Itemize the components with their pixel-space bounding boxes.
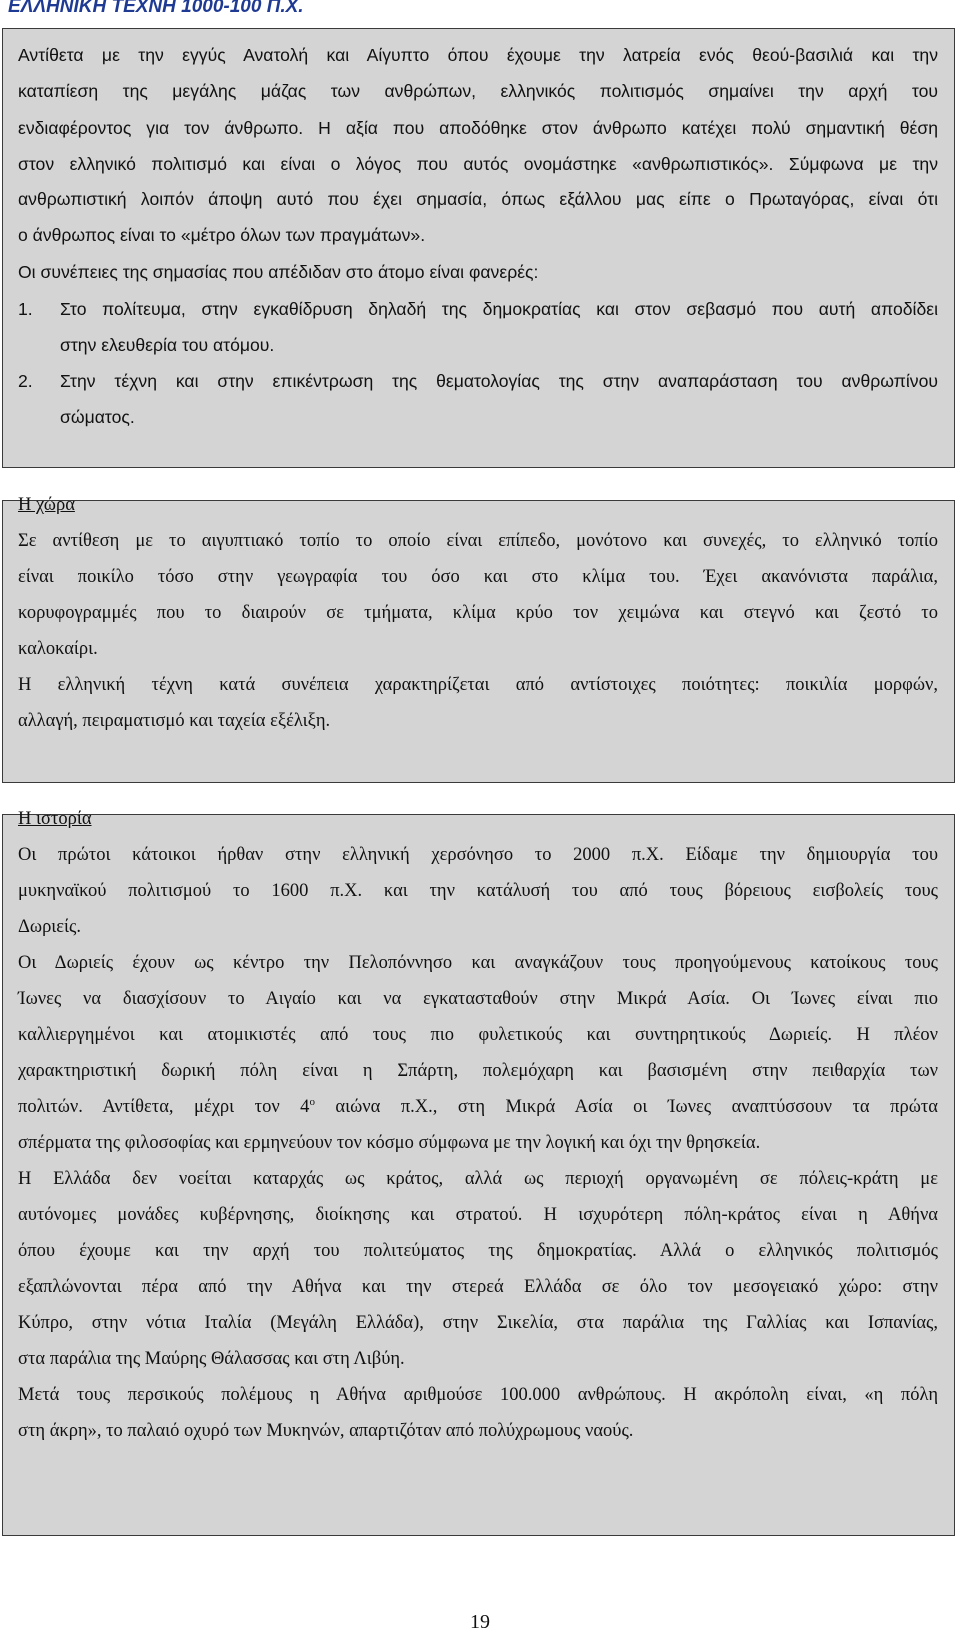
land-line: κορυφογραμμές που το διαιρούν σε τμήματα, κλίμα κρύο τον χειμώνα και στεγνό και ζεστό το <box>18 603 938 623</box>
section-heading-history: Η ιστορία <box>18 809 92 829</box>
history-line: μυκηναϊκού πολιτισμού το 1600 π.Χ. και την κατάλυσή του από τους βόρειους εισβολείς τους <box>18 881 938 901</box>
history-line: χαρακτηριστική δωρική πόλη είναι η Σπάρτη, πολεμόχαρη και βασισμένη στην πειθαρχία των <box>18 1061 938 1081</box>
list-number: 2. <box>18 371 33 391</box>
land-box <box>2 495 955 783</box>
superscript: ο <box>309 1095 315 1108</box>
history-line: Κύπρο, στην νότια Ιταλία (Μεγάλη Ελλάδα), στην Σικελία, στα παράλια της Γαλλίας και Ισπανίας, <box>18 1313 938 1333</box>
land-line: είναι ποικίλο τόσο στην γεωγραφία του όσο και στο κλίμα του. Έχει ακανόνιστα παράλια, <box>18 567 938 587</box>
section-heading-land: Η χώρα <box>18 495 75 515</box>
list-number: 1. <box>18 299 33 319</box>
intro-line: καταπίεση της μεγάλης μάζας των ανθρώπων, ελληνικός πολιτισμός σημαίνει την αρχή του <box>18 81 938 101</box>
list-item-text: Στο πολίτευμα, στην εγκαθίδρυση δηλαδή της δημοκρατίας και στον σεβασμό που αυτή αποδίδει <box>60 299 938 319</box>
intro-line: στον ελληνικό πολιτισμό και είναι ο λόγος που αυτός ονομάστηκε «ανθρωπιστικός». Σύμφωνα με την <box>18 154 938 174</box>
history-line: αυτόνομες μονάδες κυβέρνησης, διοίκησης και στρατού. Η ισχυρότερη πόλη-κράτος είναι η Αθήνα <box>18 1205 938 1225</box>
history-line: Οι Δωριείς έχουν ως κέντρο την Πελοπόννησο και αναγκάζουν τους προηγούμενους κατοίκους τους <box>18 953 938 973</box>
land-line: Η ελληνική τέχνη κατά συνέπεια χαρακτηρίζεται από αντίστοιχες ποιότητες: ποικιλία μορφών, <box>18 675 938 695</box>
history-line: καλλιεργημένοι και ατομικιστές από τους πιο φυλετικούς και συντηρητικούς Δωριείς. Η πλέον <box>18 1025 938 1045</box>
list-item-continuation: σώματος. <box>60 407 135 427</box>
land-line: Σε αντίθεση με το αιγυπτιακό τοπίο το οποίο είναι επίπεδο, μονότονο και συνεχές, το ελληνικό τοπίο <box>18 531 938 551</box>
page-number: 19 <box>470 1611 490 1633</box>
history-line: Η Ελλάδα δεν νοείται καταρχάς ως κράτος, αλλά ως περιοχή οργανωμένη σε πόλεις-κράτη με <box>18 1169 938 1189</box>
history-line: Ίωνες να διασχίσουν το Αιγαίο και να εγκατασταθούν στην Μικρά Ασία. Οι Ίωνες είναι πιο <box>18 989 938 1009</box>
history-line: Μετά τους περσικούς πολέμους η Αθήνα αριθμούσε 100.000 ανθρώπους. Η ακρόπολη είναι, «η πόλη <box>18 1385 938 1405</box>
intro-line: Αντίθετα με την εγγύς Ανατολή και Αίγυπτο όπου έχουμε την λατρεία ενός θεού-βασιλιά και την <box>18 45 938 65</box>
land-line: αλλαγή, πειραματισμό και ταχεία εξέλιξη. <box>18 711 331 731</box>
history-line: εξαπλώνονται πέρα από την Αθήνα και την στερεά Ελλάδα σε όλο τον μεσογειακό χώρο: στην <box>18 1277 938 1297</box>
list-item-continuation: στην ελευθερία του ατόμου. <box>60 335 275 355</box>
intro-line: Οι συνέπειες της σημασίας που απέδιδαν στο άτομο είναι φανερές: <box>18 262 539 282</box>
history-box <box>2 809 955 1536</box>
intro-line: ανθρωπιστική λοιπόν άποψη αυτό που έχει σημασία, όπως εξάλλου μας είπε ο Πρωταγόρας, είναι ότι <box>18 189 938 209</box>
list-item-2 <box>18 369 938 393</box>
intro-line: ο άνθρωπος είναι το «μέτρο όλων των πραγμάτων». <box>18 225 426 245</box>
history-line: όπου έχουμε και την αρχή του πολιτεύματος της δημοκρατίας. Αλλά ο ελληνικός πολιτισμός <box>18 1241 938 1261</box>
intro-box <box>2 28 955 468</box>
history-line-century: πολιτών. Αντίθετα, μέχρι τον $4^o$ αιώνα π.Χ., στη Μικρά Ασία οι Ίωνες αναπτύσσουν τα πρώτα <box>18 1095 938 1117</box>
document-title: ΕΛΛΗΝΙΚΗ ΤΕΧΝΗ 1000-100 Π.Χ. <box>8 0 304 17</box>
history-line: Οι πρώτοι κάτοικοι ήρθαν στην ελληνική χερσόνησο το 2000 π.Χ. Είδαμε την δημιουργία του <box>18 845 938 865</box>
history-line: Δωριείς. <box>18 917 81 937</box>
land-line: καλοκαίρι. <box>18 639 98 659</box>
list-item-1 <box>18 297 938 321</box>
history-line: στη άκρη», το παλαιό οχυρό των Μυκηνών, απαρτιζόταν από πολύχρωμους ναούς. <box>18 1421 634 1441</box>
list-item-text: Στην τέχνη και στην επικέντρωση της θεματολογίας της στην αναπαράσταση του ανθρωπίνου <box>60 371 938 391</box>
intro-line: ενδιαφέροντος για τον άνθρωπο. Η αξία που αποδόθηκε στον άνθρωπο κατέχει πολύ σημαντική θέση <box>18 118 938 138</box>
history-line: στα παράλια της Μαύρης Θάλασσας και στη Λιβύη. <box>18 1349 405 1369</box>
history-line: σπέρματα της φιλοσοφίας και ερμηνεύουν τον κόσμο σύμφωνα με την λογική και όχι την θρησκεία. <box>18 1133 761 1153</box>
